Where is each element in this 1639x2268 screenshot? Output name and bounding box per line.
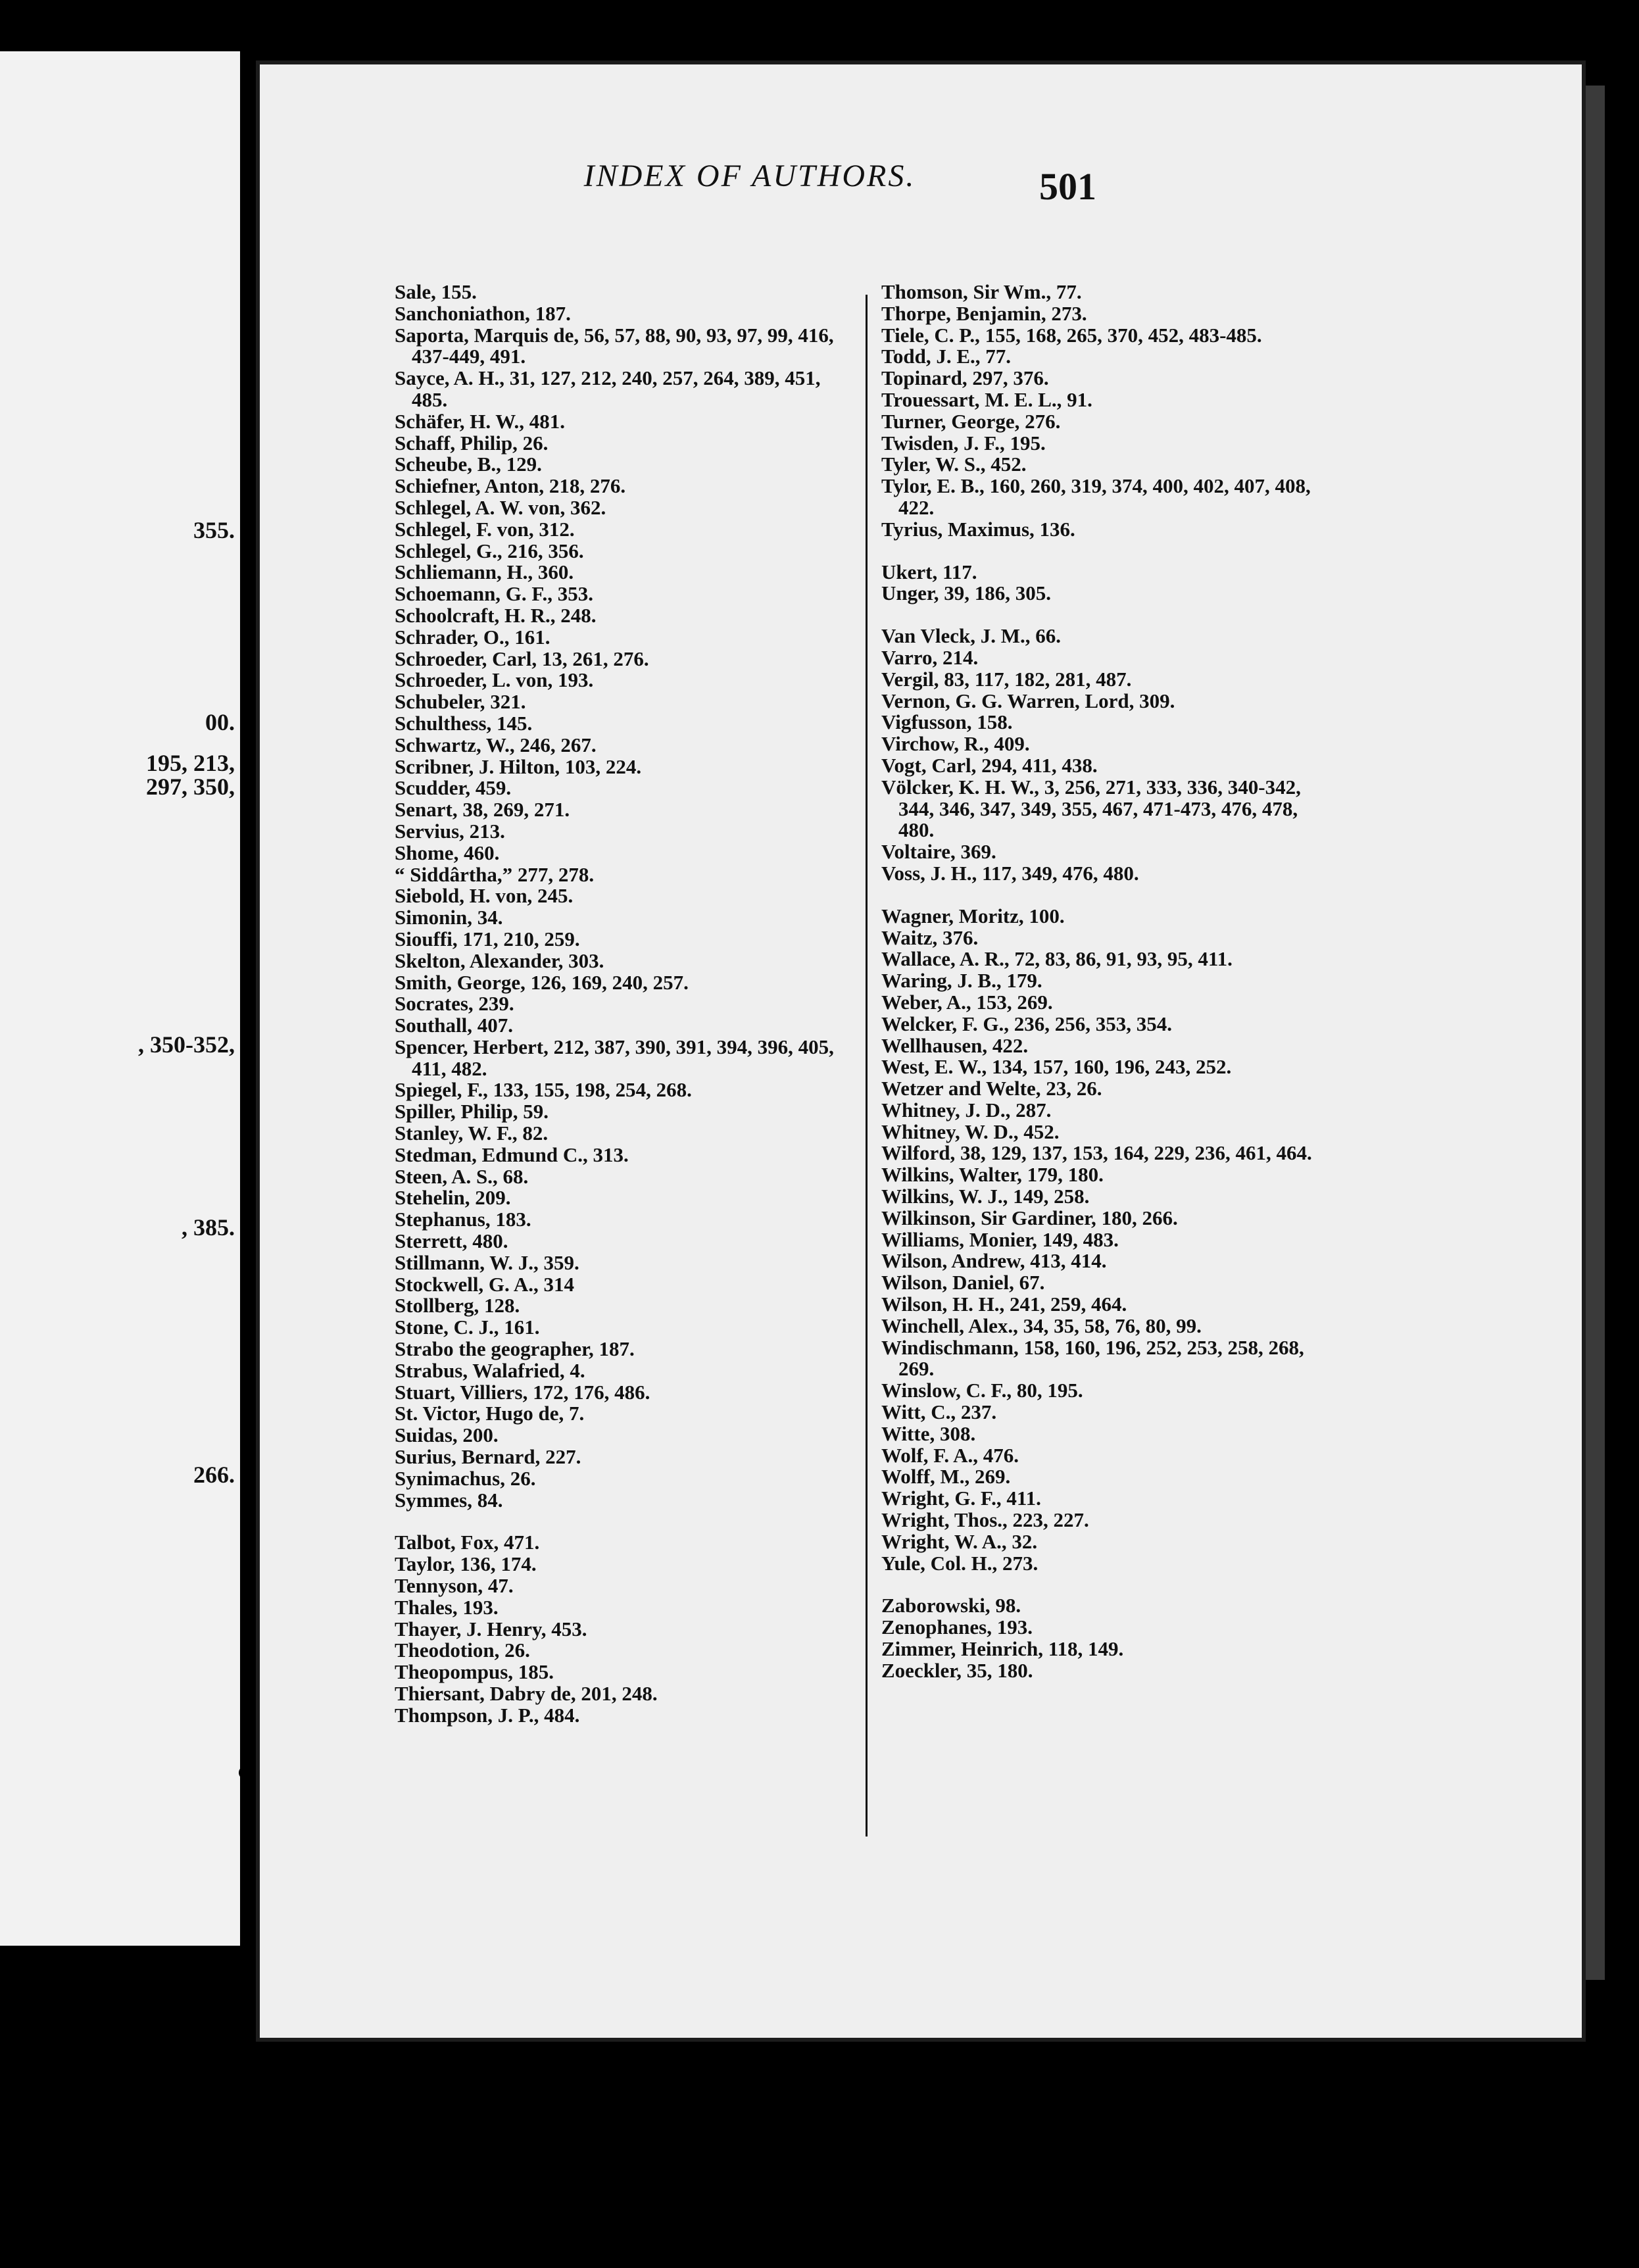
index-entry: Waitz, 376. — [881, 925, 979, 949]
section-gap — [881, 541, 1329, 562]
index-entry: Twisden, J. F., 195. — [881, 431, 1046, 455]
index-entry: Sale, 155. — [395, 280, 477, 303]
index-entry: Schubeler, 321. — [395, 690, 526, 714]
index-entry: Suidas, 200. — [395, 1423, 499, 1447]
index-entry: Stedman, Edmund C., 313. — [395, 1143, 629, 1166]
index-entry: Socrates, 239. — [395, 992, 514, 1016]
index-entry: Stanley, W. F., 82. — [395, 1122, 549, 1145]
index-entry: Schlegel, G., 216, 356. — [395, 539, 584, 562]
index-entry: Waring, J. B., 179. — [881, 969, 1042, 993]
index-entry: Tennyson, 47. — [395, 1574, 514, 1598]
page-number: 501 — [1039, 165, 1096, 208]
index-entry: Schoemann, G. F., 353. — [395, 582, 594, 606]
index-entry: Synimachus, 26. — [395, 1466, 536, 1490]
index-entry: Vigfusson, 158. — [881, 710, 1013, 734]
index-entry: Stuart, Villiers, 172, 176, 486. — [395, 1380, 650, 1404]
index-entry: Schoolcraft, H. R., 248. — [395, 603, 597, 627]
index-entry: Taylor, 136, 174. — [395, 1552, 537, 1576]
index-entry: Schlegel, F. von, 312. — [395, 517, 575, 541]
index-entry: Todd, J. E., 77. — [881, 345, 1011, 368]
index-entry: Williams, Monier, 149, 483. — [881, 1227, 1119, 1251]
index-entry: Tiele, C. P., 155, 168, 265, 370, 452, 483-485. — [881, 323, 1262, 347]
index-entry: Windischmann, 158, 160, 196, 252, 253, 258, 268, 269. — [881, 1335, 1304, 1381]
index-entry: Sanchoniathon, 187. — [395, 301, 571, 325]
index-entry: Stillmann, W. J., 359. — [395, 1250, 579, 1274]
index-entry: Steen, A. S., 68. — [395, 1164, 529, 1188]
index-entry: Wallace, A. R., 72, 83, 86, 91, 93, 95, 411. — [881, 947, 1233, 971]
index-entry: Schaff, Philip, 26. — [395, 431, 549, 455]
index-entry: Spiegel, F., 133, 155, 198, 254, 268. — [395, 1078, 692, 1102]
index-entry: Stehelin, 209. — [395, 1186, 511, 1210]
index-entry: Winchell, Alex., 34, 35, 58, 76, 80, 99. — [881, 1314, 1202, 1337]
index-entry: Sterrett, 480. — [395, 1229, 508, 1253]
index-entry: “ Siddârtha,” 277, 278. — [395, 862, 595, 886]
section-gap — [881, 885, 1329, 906]
index-entry: Whitney, J. D., 287. — [881, 1098, 1052, 1122]
index-entry: Welcker, F. G., 236, 256, 353, 354. — [881, 1012, 1173, 1035]
index-entry: Topinard, 297, 376. — [881, 366, 1049, 390]
column-divider — [866, 295, 868, 1837]
index-entry: Schiefner, Anton, 218, 276. — [395, 474, 626, 498]
index-entry: Thayer, J. Henry, 453. — [395, 1617, 587, 1640]
facing-page-edge — [0, 51, 240, 1946]
index-entry: Zaborowski, 98. — [881, 1594, 1021, 1617]
index-entry: Stone, C. J., 161. — [395, 1316, 540, 1339]
facing-page-fragment: , 350-352, — [138, 1031, 235, 1058]
index-entry: Virchow, R., 409. — [881, 732, 1030, 756]
index-entry: Spencer, Herbert, 212, 387, 390, 391, 394, 396, 405, 411, 482. — [395, 1035, 834, 1080]
index-entry: Zoeckler, 35, 180. — [881, 1658, 1033, 1682]
index-entry: Vergil, 83, 117, 182, 281, 487. — [881, 667, 1132, 691]
index-entry: Witte, 308. — [881, 1421, 976, 1445]
index-entry: Voltaire, 369. — [881, 840, 996, 864]
index-entry: Van Vleck, J. M., 66. — [881, 624, 1061, 648]
index-entry: Shome, 460. — [395, 841, 500, 864]
index-entry: Thiersant, Dabry de, 201, 248. — [395, 1682, 658, 1705]
index-entry: Talbot, Fox, 471. — [395, 1531, 540, 1554]
index-entry: Tylor, E. B., 160, 260, 319, 374, 400, 402, 407, 408, 422. — [881, 474, 1311, 519]
index-entry: Theodotion, 26. — [395, 1639, 530, 1662]
index-entry: Senart, 38, 269, 271. — [395, 798, 570, 822]
index-entry: Scribner, J. Hilton, 103, 224. — [395, 754, 642, 778]
section-gap — [881, 604, 1329, 626]
index-entry: Vernon, G. G. Warren, Lord, 309. — [881, 689, 1175, 712]
index-entry: West, E. W., 134, 157, 160, 196, 243, 252. — [881, 1055, 1232, 1079]
index-entry: Wolf, F. A., 476. — [881, 1443, 1019, 1467]
index-entry: Wilkins, W. J., 149, 258. — [881, 1185, 1090, 1208]
index-entry: Weber, A., 153, 269. — [881, 990, 1053, 1014]
index-entry: Scheube, B., 129. — [395, 453, 542, 476]
index-entry: Thales, 193. — [395, 1595, 499, 1619]
index-entry: Stockwell, G. A., 314 — [395, 1272, 574, 1296]
index-entry: Wright, G. F., 411. — [881, 1487, 1041, 1510]
index-entry: Stollberg, 128. — [395, 1294, 520, 1318]
index-entry: Schulthess, 145. — [395, 711, 533, 735]
index-entry: Thompson, J. P., 484. — [395, 1703, 580, 1727]
index-entry: Völcker, K. H. W., 3, 256, 271, 333, 336, 340-342, 344, 346, 347, 349, 355, 467, 471-473, 476, 478, 480. — [881, 775, 1301, 842]
index-entry: Schrader, O., 161. — [395, 625, 550, 649]
section-gap — [881, 1574, 1329, 1595]
index-entry: Wilford, 38, 129, 137, 153, 164, 229, 236, 461, 464. — [881, 1141, 1312, 1165]
index-entry: Thorpe, Benjamin, 273. — [881, 301, 1087, 325]
index-entry: Wright, Thos., 223, 227. — [881, 1508, 1089, 1532]
index-column-right — [881, 282, 1329, 1682]
index-entry: Surius, Bernard, 227. — [395, 1445, 581, 1469]
page-title: INDEX OF AUTHORS. — [583, 159, 916, 193]
index-entry: Siouffi, 171, 210, 259. — [395, 927, 580, 950]
index-entry: Simonin, 34. — [395, 906, 503, 929]
index-entry: Wilson, Andrew, 413, 414. — [881, 1249, 1107, 1273]
index-entry: Ukert, 117. — [881, 560, 977, 583]
index-entry: Wetzer and Welte, 23, 26. — [881, 1077, 1102, 1100]
index-entry: Wilkinson, Sir Gardiner, 180, 266. — [881, 1206, 1178, 1229]
index-entry: Stephanus, 183. — [395, 1208, 531, 1231]
index-entry: Turner, George, 276. — [881, 409, 1061, 433]
index-entry: Witt, C., 237. — [881, 1400, 997, 1424]
facing-page-fragment: 00. — [205, 709, 235, 735]
index-entry: Symmes, 84. — [395, 1488, 503, 1512]
index-entry: Skelton, Alexander, 303. — [395, 949, 604, 972]
index-entry: Strabus, Walafried, 4. — [395, 1358, 585, 1382]
index-entry: Wagner, Moritz, 100. — [881, 904, 1065, 927]
index-entry: Varro, 214. — [881, 645, 979, 669]
index-entry: Wolff, M., 269. — [881, 1465, 1011, 1489]
index-entry: Schliemann, H., 360. — [395, 560, 574, 584]
index-entry: Wilkins, Walter, 179, 180. — [881, 1163, 1104, 1187]
index-entry: Wright, W. A., 32. — [881, 1529, 1038, 1553]
index-entry: Scudder, 459. — [395, 776, 512, 800]
index-entry: Southall, 407. — [395, 1014, 514, 1037]
index-entry: Strabo the geographer, 187. — [395, 1337, 635, 1361]
index-entry: Tyler, W. S., 452. — [881, 453, 1027, 476]
index-entry: Wilson, H. H., 241, 259, 464. — [881, 1293, 1127, 1316]
facing-page-fragment: 297, 350, — [146, 774, 235, 800]
index-entry: Schroeder, L. von, 193. — [395, 668, 594, 692]
index-entry: Schäfer, H. W., 481. — [395, 409, 565, 433]
facing-page-fragment: , 385. — [182, 1214, 235, 1241]
ink-blemish — [239, 1767, 249, 1779]
index-entry: Zenophanes, 193. — [881, 1615, 1033, 1639]
index-entry: Spiller, Philip, 59. — [395, 1100, 549, 1123]
index-entry: Theopompus, 185. — [395, 1660, 554, 1684]
index-entry: Voss, J. H., 117, 349, 476, 480. — [881, 861, 1139, 885]
index-entry: Unger, 39, 186, 305. — [881, 581, 1052, 605]
index-column-left — [395, 282, 855, 1727]
facing-page-fragment: 266. — [193, 1462, 235, 1488]
index-entry: Zimmer, Heinrich, 118, 149. — [881, 1637, 1124, 1661]
index-entry: St. Victor, Hugo de, 7. — [395, 1402, 585, 1425]
index-entry: Siebold, H. von, 245. — [395, 884, 574, 908]
index-entry: Wellhausen, 422. — [881, 1033, 1029, 1057]
index-entry: Smith, George, 126, 169, 240, 257. — [395, 970, 689, 994]
index-entry: Servius, 213. — [395, 819, 505, 843]
index-entry: Saporta, Marquis de, 56, 57, 88, 90, 93, 97, 99, 416, 437-449, 491. — [395, 323, 834, 368]
index-entry: Sayce, A. H., 31, 127, 212, 240, 257, 264, 389, 451, 485. — [395, 366, 821, 411]
index-entry: Schwartz, W., 246, 267. — [395, 733, 597, 756]
index-entry: Schroeder, Carl, 13, 261, 276. — [395, 647, 649, 670]
facing-page-fragment: 355. — [193, 517, 235, 543]
index-entry: Wilson, Daniel, 67. — [881, 1271, 1045, 1294]
facing-page-fragment: 195, 213, — [146, 750, 235, 776]
section-gap — [395, 1511, 855, 1532]
index-entry: Trouessart, M. E. L., 91. — [881, 387, 1092, 411]
index-entry: Yule, Col. H., 273. — [881, 1551, 1039, 1575]
index-entry: Vogt, Carl, 294, 411, 438. — [881, 753, 1098, 777]
index-entry: Tyrius, Maximus, 136. — [881, 517, 1075, 541]
index-entry: Winslow, C. F., 80, 195. — [881, 1379, 1083, 1402]
index-entry: Thomson, Sir Wm., 77. — [881, 280, 1082, 303]
page-edge-shadow — [1585, 86, 1605, 1980]
index-entry: Schlegel, A. W. von, 362. — [395, 495, 606, 519]
index-entry: Whitney, W. D., 452. — [881, 1120, 1060, 1143]
